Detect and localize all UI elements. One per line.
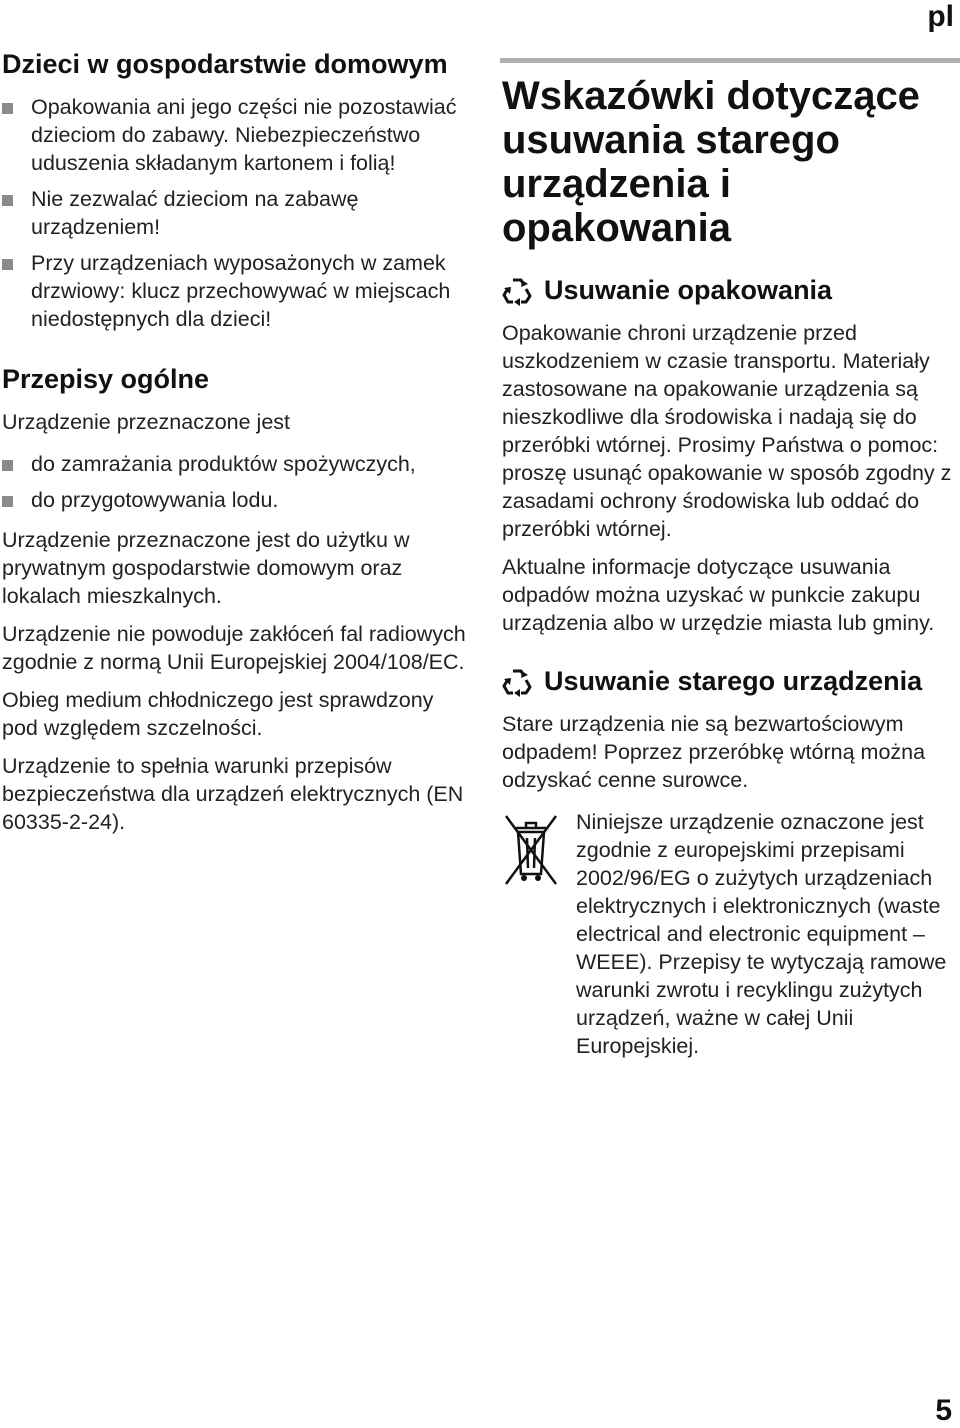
weee-block (502, 808, 956, 1060)
list-item: Nie zezwalać dzieciom na zabawę urządzeniem! (2, 185, 472, 241)
old-device-paragraph: Stare urządzenia nie są bezwartościowym odpadem! Poprzez przeróbkę wtórną można odzyskać cenne surowce. (502, 712, 926, 792)
children-section-title: Dzieci w gospodarstwie domowym (2, 49, 448, 79)
square-bullet-icon (2, 259, 13, 270)
general-paragraph: Urządzenie przeznaczone jest do użytku w prywatnym gospodarstwie domowym oraz lokalach mieszkalnych. (2, 528, 410, 608)
general-intro: Urządzenie przeznaczone jest (2, 410, 291, 434)
weee-paragraph: Niniejsze urządzenie oznaczone jest zgodnie z europejskimi przepisami 2002/96/EG o zużytych urządzeniach elektrycznych i elektronicznych (waste electrical and electronic equipment – WEEE). Przepisy te wytyczają ramowe warunki zwrotu i recyklingu zużytych urządzeń, ważne w całej Unii Europejskiej. (576, 810, 947, 1058)
square-bullet-icon (2, 496, 13, 507)
packaging-paragraph: Opakowanie chroni urządzenie przed uszkodzeniem w czasie transportu. Materiały zastosowane na opakowanie urządzenia są nieszkodliwe dla środowiska i nadają się do przeróbki wtórnej. Prosimy Państwa o pomoc: proszę usunąć opakowanie w sposób zgodny z zasadami ochrony środowiska lub oddać do przeróbki wtórnej. (502, 321, 952, 541)
recycle-icon (502, 667, 532, 697)
children-bullet-list (2, 93, 472, 333)
general-section-title: Przepisy ogólne (2, 364, 210, 394)
list-item: Przy urządzeniach wyposażonych w zamek drzwiowy: klucz przechowywać w miejscach niedostępnych dla dzieci! (2, 249, 472, 333)
list-item: do przygotowywania lodu. (2, 486, 472, 514)
general-paragraph: Obieg medium chłodniczego jest sprawdzony pod względem szczelności. (2, 688, 434, 740)
crossed-out-bin-icon (502, 812, 560, 888)
packaging-paragraph: Aktualne informacje dotyczące usuwania odpadów można uzyskać w punkcie zakupu urządzenia albo w urzędzie miasta lub gminy. (502, 555, 935, 635)
page-number: 5 (935, 1394, 952, 1427)
header-rule (500, 58, 960, 63)
packaging-heading (502, 274, 956, 307)
general-paragraph: Urządzenie to spełnia warunki przepisów bezpieczeństwa dla urządzeń elektrycznych (EN 60335-2-24). (2, 754, 464, 834)
disposal-main-title: Wskazówki dotyczące usuwania starego urządzenia i opakowania (502, 74, 920, 250)
general-bullet-list (2, 450, 472, 514)
right-column (502, 74, 956, 1060)
old-device-heading (502, 665, 956, 698)
list-item: do zamrażania produktów spożywczych, (2, 450, 472, 478)
old-device-title: Usuwanie starego urządzenia (544, 666, 923, 696)
square-bullet-icon (2, 460, 13, 471)
general-paragraph: Urządzenie nie powoduje zakłóceń fal radiowych zgodnie z normą Unii Europejskiej 2004/108/EC. (2, 622, 466, 674)
recycle-icon (502, 276, 532, 306)
left-column (2, 48, 472, 846)
square-bullet-icon (2, 103, 13, 114)
language-code: pl (927, 0, 954, 33)
list-item: Opakowania ani jego części nie pozostawiać dzieciom do zabawy. Niebezpieczeństwo uduszenia składanym kartonem i folią! (2, 93, 472, 177)
square-bullet-icon (2, 195, 13, 206)
packaging-title: Usuwanie opakowania (544, 275, 833, 305)
